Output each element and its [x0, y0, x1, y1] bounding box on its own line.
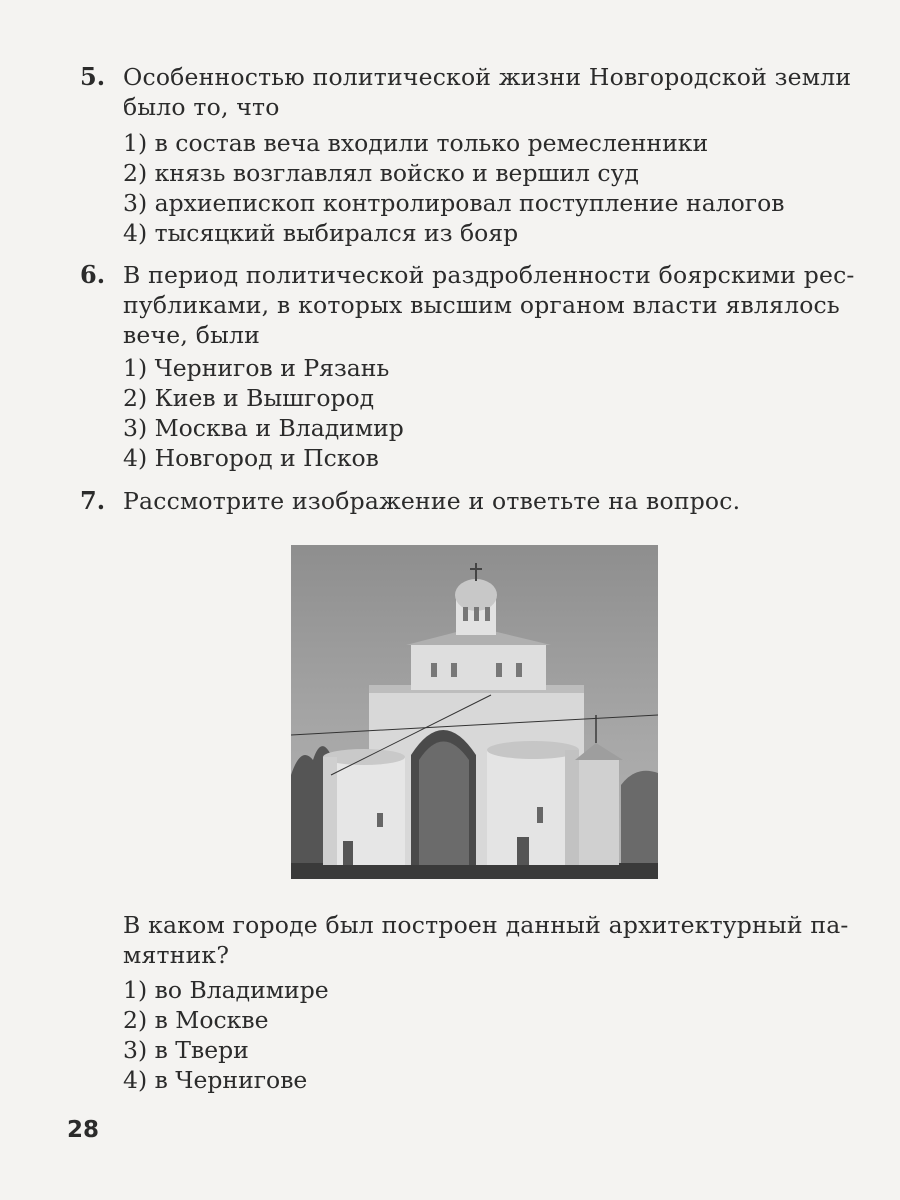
question-text-line: публиками, в которых высшим органом власти являлось [123, 291, 840, 319]
page-number: 28 [67, 1117, 100, 1143]
answer-option: 3) Москва и Владимир [123, 414, 404, 442]
question-text-line: вече, были [123, 321, 260, 349]
question-number: 6. [80, 260, 106, 289]
question-text [123, 910, 875, 970]
answer-option: 1) в состав веча входили только ремесленники [123, 129, 709, 157]
answer-option: 2) Киев и Вышгород [123, 384, 375, 412]
answer-option: 2) князь возглавлял войско и вершил суд [123, 159, 639, 187]
answer-option: 1) Чернигов и Рязань [123, 354, 390, 382]
question-number: 5. [80, 62, 106, 91]
answer-option: 4) Новгород и Псков [123, 444, 379, 472]
answer-options [123, 353, 404, 473]
answer-option: 4) тысяцкий выбирался из бояр [123, 219, 519, 247]
question-text-line: В период политической раздробленности боярскими рес- [123, 261, 855, 289]
question-text [123, 486, 875, 516]
question-text-line: Особенностью политической жизни Новгородской земли [123, 63, 852, 91]
question-text [123, 62, 875, 122]
question-text-line: было то, что [123, 93, 280, 121]
question-text-line: В каком городе был построен данный архитектурный па- [123, 911, 849, 939]
answer-option: 3) в Твери [123, 1036, 249, 1064]
question-text-line: мятник? [123, 941, 230, 969]
answer-option: 4) в Чернигове [123, 1066, 308, 1094]
question-text-line: Рассмотрите изображение и ответьте на вопрос. [123, 487, 741, 515]
answer-options [123, 975, 329, 1095]
question-text [123, 260, 875, 350]
answer-option: 2) в Москве [123, 1006, 269, 1034]
answer-option: 1) во Владимире [123, 976, 329, 1004]
question-number: 7. [80, 486, 106, 515]
golden-gate-photo [291, 545, 658, 879]
answer-options [123, 128, 784, 248]
answer-option: 3) архиепископ контролировал поступление налогов [123, 189, 785, 217]
